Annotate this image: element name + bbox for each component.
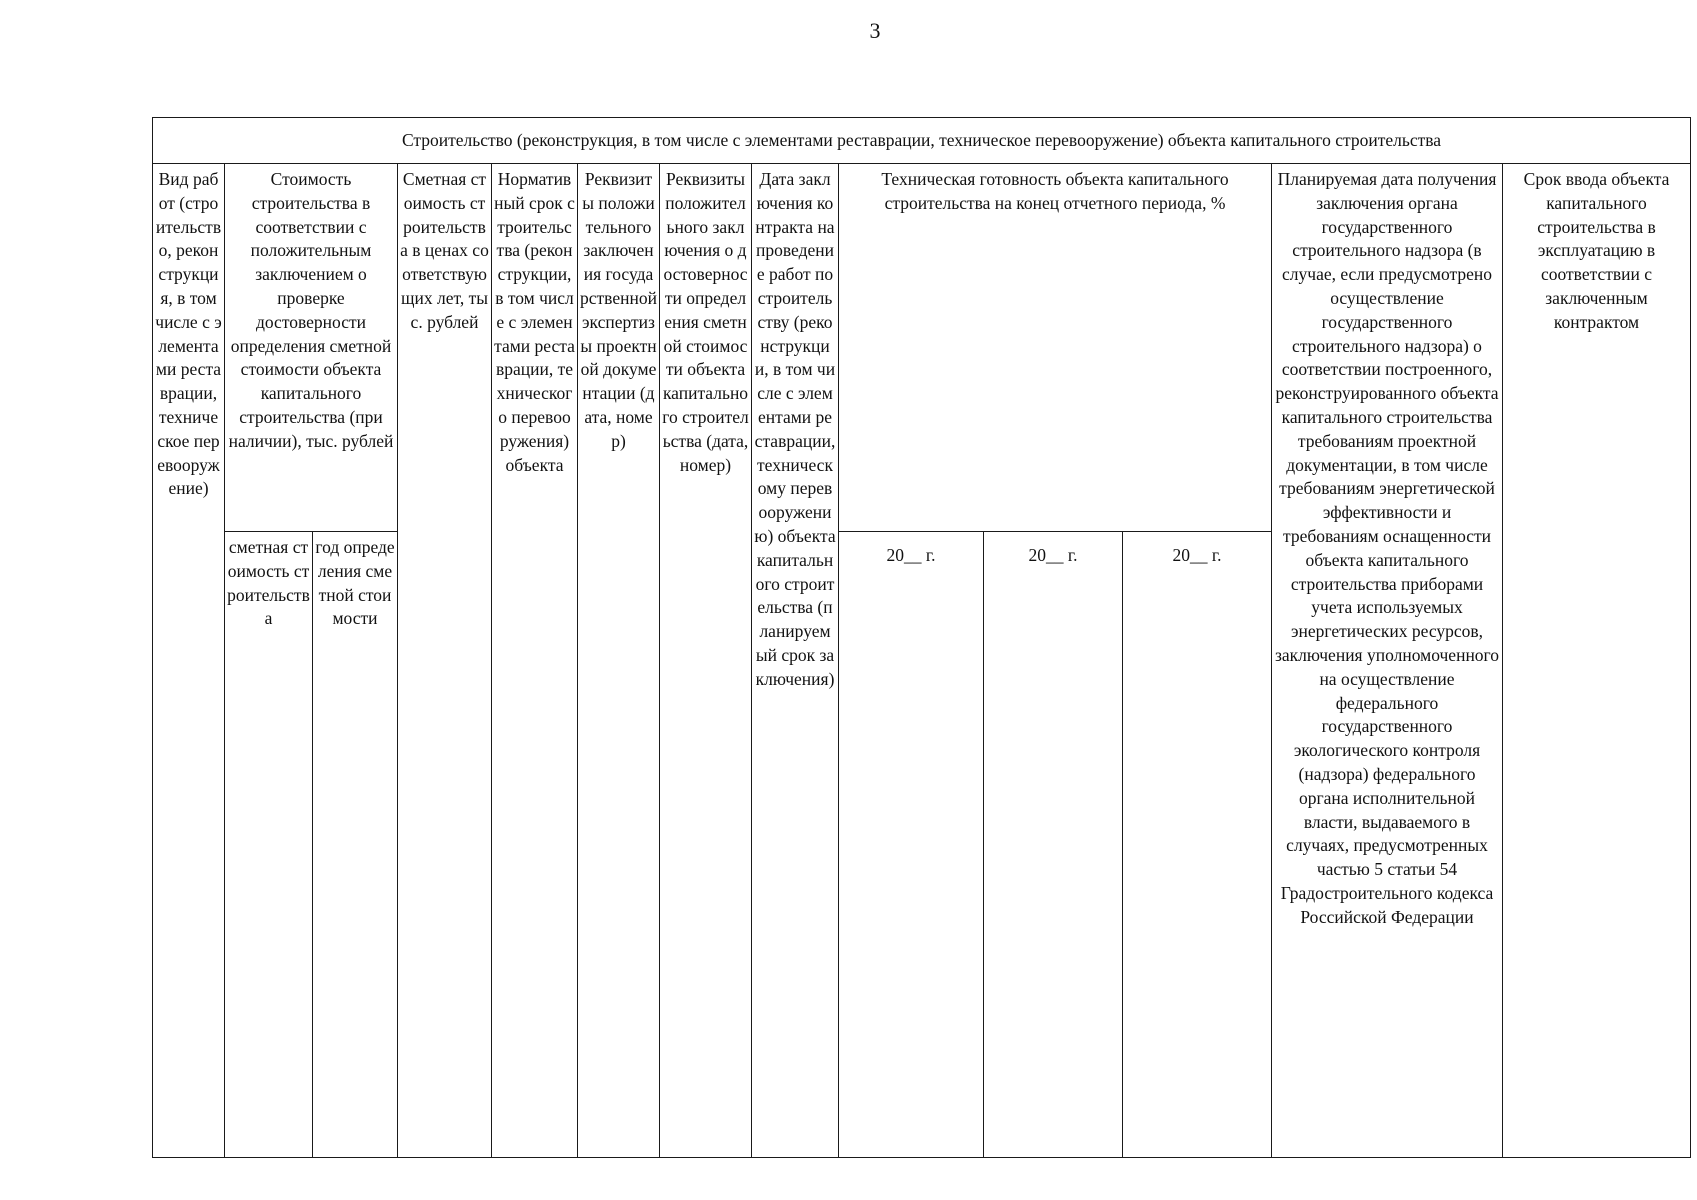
col-cost-group: Стоимость строительства в соответствии с положительным заключением о проверке достоверности определения сметной стоимости объекта капитального строительства (при наличии), тыс. рублей — [225, 164, 398, 532]
table-title: Строительство (реконструкция, в том числе с элементами реставрации, техническое перевооружение) объекта капитального строительства — [153, 118, 1691, 164]
construction-table — [152, 117, 1691, 1158]
col-cost-year: год определения сметной стоимости — [313, 532, 398, 1158]
readiness-year-1: 20__ г. — [839, 532, 984, 1158]
col-contract-date: Дата заключения контракта на проведение работ по строительству (реконструкции, в том числе с элементами реставрации, техническому перевооружению) объекта капитального строительства (планируемый срок заключения) — [752, 164, 839, 1158]
col-commissioning: Срок ввода объекта капитального строительства в эксплуатацию в соответствии с заключенным контрактом — [1503, 164, 1691, 1158]
col-estimate-current: Сметная стоимость строительства в ценах соответствующих лет, тыс. рублей — [398, 164, 492, 1158]
readiness-year-2: 20__ г. — [984, 532, 1123, 1158]
readiness-year-3: 20__ г. — [1123, 532, 1272, 1158]
col-normative-term: Нормативный срок строительства (реконструкции, в том числе с элементами реставрации, технического перевооружения) объекта — [492, 164, 578, 1158]
page-number: 3 — [869, 18, 881, 43]
col-work-type: Вид работ (строительство, реконструкция, в том числе с элементами реставрации, техническое перевооружение) — [153, 164, 225, 1158]
col-readiness-group: Техническая готовность объекта капитального строительства на конец отчетного периода, % — [839, 164, 1272, 532]
col-cost-estimate: сметная стоимость строительства — [225, 532, 313, 1158]
col-expertise-details: Реквизиты положительного заключения государственной экспертизы проектной документации (дата, номер) — [578, 164, 660, 1158]
col-conclusion-date: Планируемая дата получения заключения органа государственного строительного надзора (в случае, если предусмотрено осуществление государственного строительного надзора) о соответствии построенного, реконструированного объекта капитального строительства требованиям проектной документации, в том числе требованиям энергетической эффективности и требованиям оснащенности объекта капитального строительства приборами учета используемых энергетических ресурсов, заключения уполномоченного на осуществление федерального государственного экологического контроля (надзора) федерального органа исполнительной власти, выдаваемого в случаях, предусмотренных частью 5 статьи 54 Градостроительного кодекса Российской Федерации — [1272, 164, 1503, 1158]
col-verification-details: Реквизиты положительного заключения о достоверности определения сметной стоимости объекта капитального строительства (дата, номер) — [660, 164, 752, 1158]
